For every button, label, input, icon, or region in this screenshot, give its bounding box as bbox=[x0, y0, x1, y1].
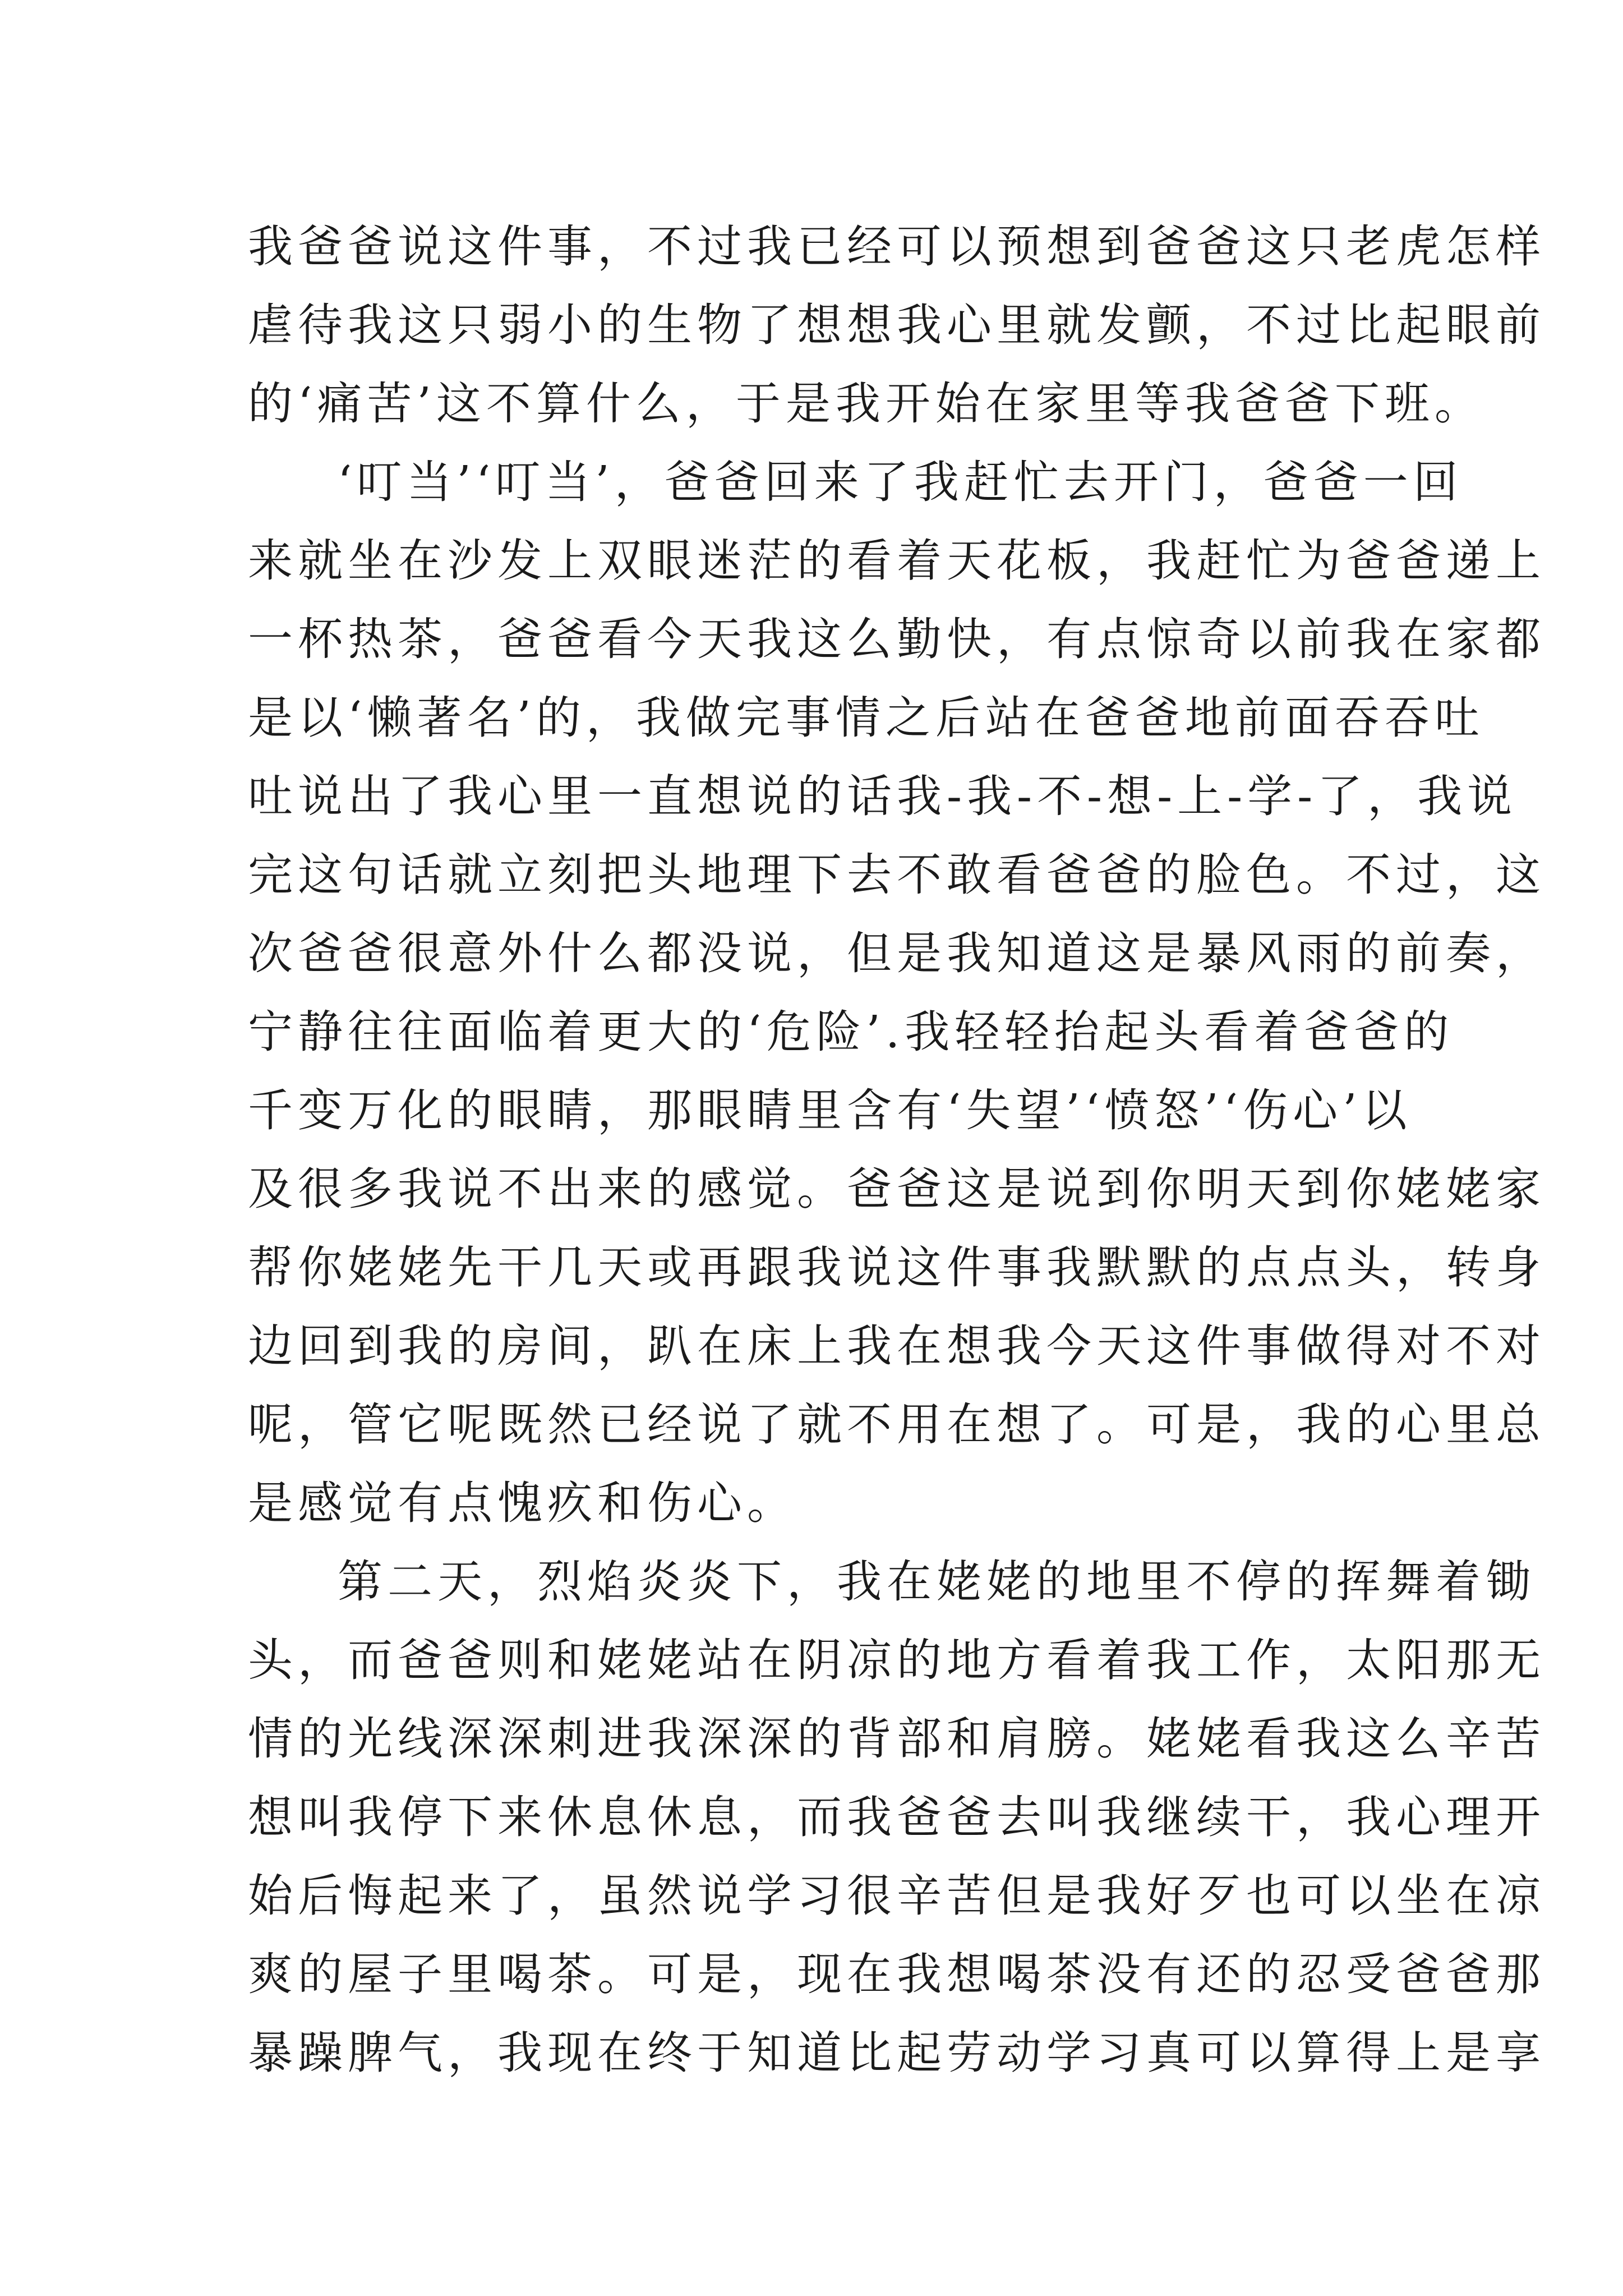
body-text bbox=[248, 208, 1546, 2092]
text-line: 爽的屋子里喝茶。可是，现在我想喝茶没有还的忍受爸爸那 bbox=[248, 1948, 1546, 2000]
text-line: 情的光线深深刺进我深深的背部和肩膀。姥姥看我这么辛苦 bbox=[248, 1713, 1546, 1765]
text-line: 吐说出了我心里一直想说的话我-我-不-想-上-学-了，我说 bbox=[248, 770, 1518, 822]
text-line: 完这句话就立刻把头地理下去不敢看爸爸的脸色。不过，这 bbox=[248, 849, 1546, 901]
text-line: 我爸爸说这件事，不过我已经可以预想到爸爸这只老虎怎样 bbox=[248, 220, 1546, 273]
text-line: 边回到我的房间，趴在床上我在想我今天这件事做得对不对 bbox=[248, 1320, 1546, 1372]
text-line: 想叫我停下来休息休息，而我爸爸去叫我继续干，我心理开 bbox=[248, 1791, 1546, 1843]
text-line: 及很多我说不出来的感觉。爸爸这是说到你明天到你姥姥家 bbox=[248, 1163, 1546, 1215]
text-line: 帮你姥姥先干几天或再跟我说这件事我默默的点点头，转身 bbox=[248, 1241, 1546, 1294]
text-line: 次爸爸很意外什么都没说，但是我知道这是暴风雨的前奏， bbox=[248, 927, 1546, 979]
text-line: 暴躁脾气，我现在终于知道比起劳动学习真可以算得上是享 bbox=[248, 2027, 1546, 2079]
text-line: 呢，管它呢既然已经说了就不用在想了。可是，我的心里总 bbox=[248, 1398, 1546, 1451]
text-line: 虐待我这只弱小的生物了想想我心里就发颤，不过比起眼前 bbox=[248, 299, 1546, 351]
text-line: 头，而爸爸则和姥姥站在阴凉的地方看着我工作，太阳那无 bbox=[248, 1634, 1546, 1686]
text-line: 是以‘懒著名’的，我做完事情之后站在爸爸地前面吞吞吐 bbox=[248, 692, 1484, 744]
text-line: 宁静往往面临着更大的‘危险’.我轻轻抬起头看着爸爸的 bbox=[248, 1006, 1454, 1058]
paragraph-start-line: 第二天，烈焰炎炎下，我在姥姥的地里不停的挥舞着锄 bbox=[338, 1556, 1536, 1608]
text-line: 始后悔起来了，虽然说学习很辛苦但是我好歹也可以坐在凉 bbox=[248, 1870, 1546, 1922]
text-line: 千变万化的眼睛，那眼睛里含有‘失望’‘愤怒’‘伤心’以 bbox=[248, 1084, 1412, 1137]
text-line: 来就坐在沙发上双眼迷茫的看着天花板，我赶忙为爸爸递上 bbox=[248, 535, 1546, 587]
paragraph-start-line: ‘叮当’‘叮当’，爸爸回来了我赶忙去开门，爸爸一回 bbox=[338, 456, 1463, 508]
text-line: 的‘痛苦’这不算什么，于是我开始在家里等我爸爸下班。 bbox=[248, 378, 1484, 430]
text-line: 一杯热茶，爸爸看今天我这么勤快，有点惊奇以前我在家都 bbox=[248, 613, 1546, 665]
text-line: 是感觉有点愧疚和伤心。 bbox=[248, 1477, 797, 1529]
